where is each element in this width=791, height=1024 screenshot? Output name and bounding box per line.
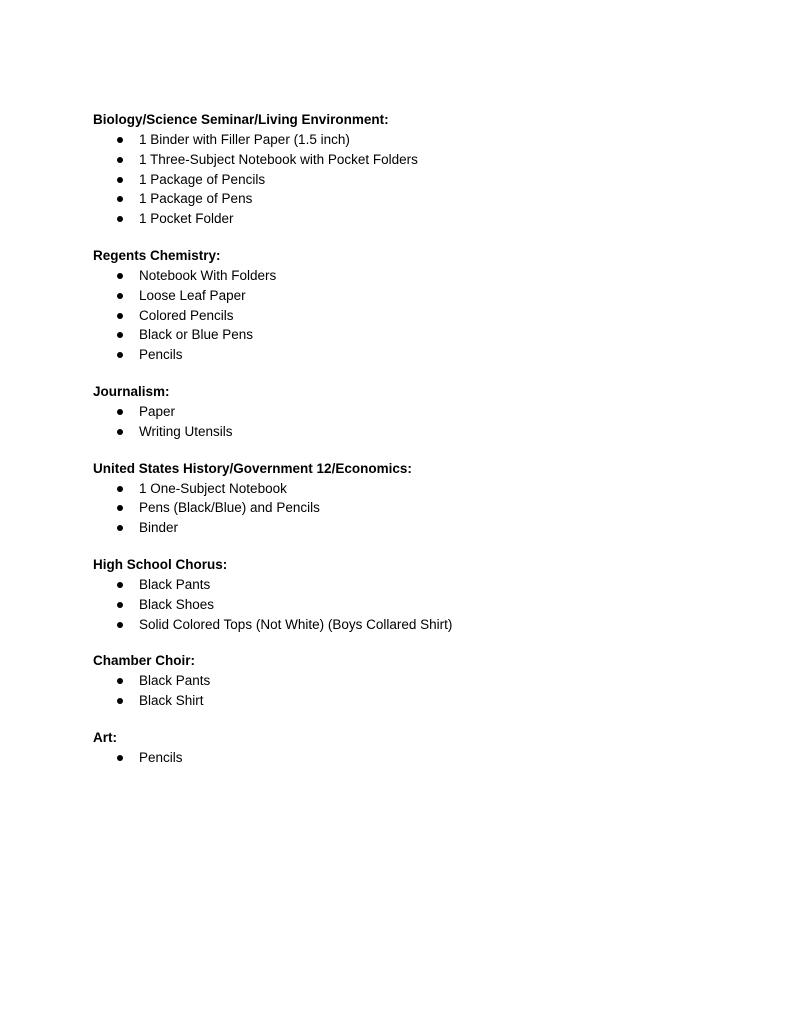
- item-text: Black Pants: [139, 576, 211, 592]
- bullet-icon: [117, 352, 123, 358]
- item-text: Colored Pencils: [139, 307, 234, 323]
- item-text: Black or Blue Pens: [139, 327, 254, 343]
- item-text: Black Shoes: [139, 596, 215, 612]
- item-list: [93, 671, 753, 711]
- section-biology: [93, 110, 753, 229]
- list-item: [93, 266, 753, 286]
- item-text: Loose Leaf Paper: [139, 287, 246, 303]
- item-list: [93, 575, 753, 634]
- list-item: [93, 498, 753, 518]
- item-text: 1 Pocket Folder: [139, 211, 234, 227]
- section-title: Regents Chemistry:: [93, 247, 221, 263]
- item-text: Notebook With Folders: [139, 267, 277, 283]
- bullet-icon: [117, 486, 123, 492]
- item-text: Black Pants: [139, 673, 211, 689]
- item-text: 1 One-Subject Notebook: [139, 480, 287, 496]
- list-item: [93, 748, 753, 768]
- bullet-icon: [117, 293, 123, 299]
- bullet-icon: [117, 273, 123, 279]
- bullet-icon: [117, 622, 123, 628]
- section-high-school-chorus: [93, 555, 753, 634]
- section-title: High School Chorus:: [93, 556, 228, 572]
- bullet-icon: [117, 505, 123, 511]
- supply-list-document: [93, 110, 753, 785]
- list-item: [93, 575, 753, 595]
- item-text: 1 Three-Subject Notebook with Pocket Folders: [139, 151, 418, 167]
- bullet-icon: [117, 582, 123, 588]
- item-text: Binder: [139, 520, 179, 536]
- bullet-icon: [117, 755, 123, 761]
- bullet-icon: [117, 157, 123, 163]
- list-item: [93, 345, 753, 365]
- bullet-icon: [117, 313, 123, 319]
- bullet-icon: [117, 177, 123, 183]
- item-text: Writing Utensils: [139, 423, 233, 439]
- list-item: [93, 691, 753, 711]
- item-text: Pens (Black/Blue) and Pencils: [139, 500, 320, 516]
- section-title: Chamber Choir:: [93, 653, 196, 669]
- item-list: [93, 402, 753, 442]
- bullet-icon: [117, 137, 123, 143]
- list-item: [93, 286, 753, 306]
- item-text: 1 Package of Pencils: [139, 171, 266, 187]
- item-text: 1 Binder with Filler Paper (1.5 inch): [139, 132, 350, 147]
- list-item: [93, 150, 753, 170]
- list-item: [93, 130, 753, 150]
- item-text: Pencils: [139, 347, 183, 363]
- item-text: Paper: [139, 403, 176, 419]
- list-item: [93, 170, 753, 190]
- bullet-icon: [117, 429, 123, 435]
- bullet-icon: [117, 332, 123, 338]
- section-art: [93, 728, 753, 768]
- bullet-icon: [117, 602, 123, 608]
- section-chamber-choir: [93, 651, 753, 711]
- list-item: [93, 422, 753, 442]
- item-list: [93, 130, 753, 229]
- section-title: Art:: [93, 729, 117, 745]
- list-item: [93, 671, 753, 691]
- item-text: Solid Colored Tops (Not White) (Boys Collared Shirt): [139, 616, 453, 632]
- section-title: Journalism:: [93, 383, 170, 399]
- section-regents-chemistry: [93, 246, 753, 365]
- bullet-icon: [117, 698, 123, 704]
- item-list: [93, 266, 753, 365]
- section-title: Biology/Science Seminar/Living Environment:: [93, 112, 389, 127]
- list-item: [93, 402, 753, 422]
- list-item: [93, 518, 753, 538]
- bullet-icon: [117, 678, 123, 684]
- list-item: [93, 595, 753, 615]
- section-us-history: [93, 459, 753, 538]
- item-list: [93, 479, 753, 538]
- bullet-icon: [117, 525, 123, 531]
- list-item: [93, 615, 753, 635]
- list-item: [93, 306, 753, 326]
- bullet-icon: [117, 216, 123, 222]
- list-item: [93, 189, 753, 209]
- item-text: 1 Package of Pens: [139, 191, 253, 207]
- bullet-icon: [117, 196, 123, 202]
- list-item: [93, 325, 753, 345]
- list-item: [93, 209, 753, 229]
- item-text: Pencils: [139, 749, 183, 765]
- bullet-icon: [117, 409, 123, 415]
- section-journalism: [93, 382, 753, 442]
- list-item: [93, 479, 753, 499]
- section-title: United States History/Government 12/Economics:: [93, 460, 412, 476]
- item-text: Black Shirt: [139, 693, 204, 709]
- item-list: [93, 748, 753, 768]
